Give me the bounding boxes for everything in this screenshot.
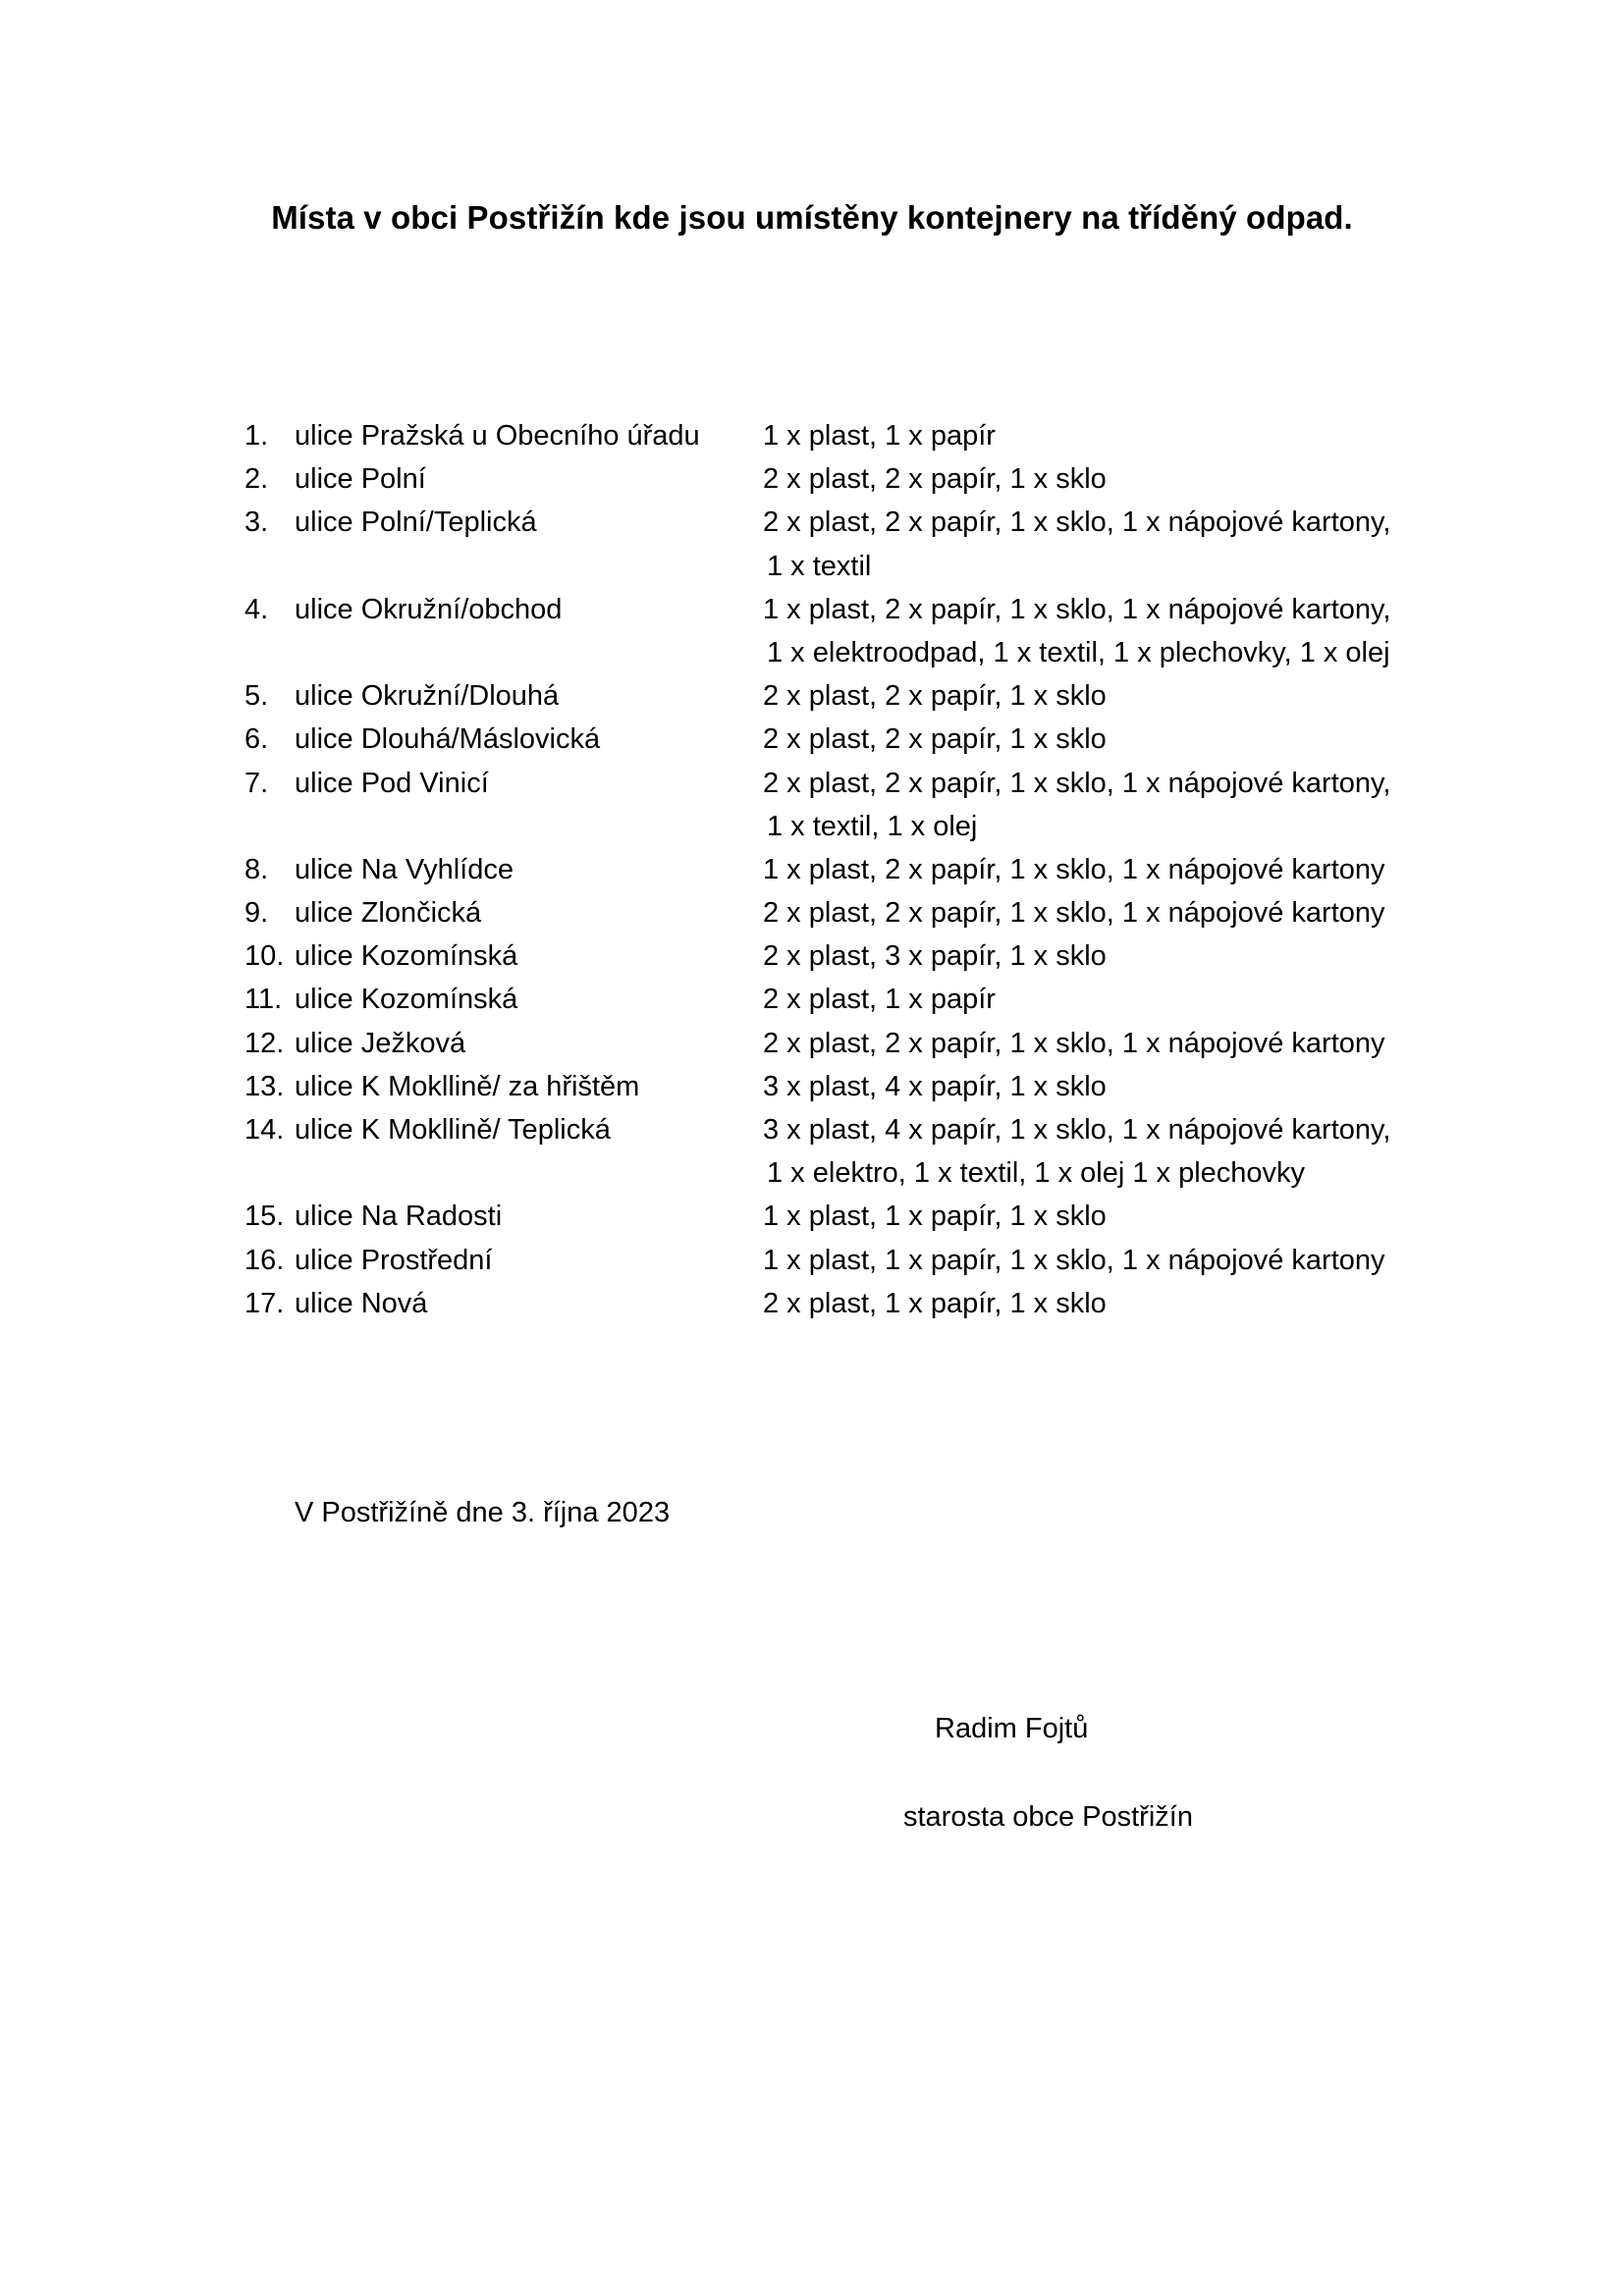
list-item-street: ulice Nová [295,1287,428,1319]
list-item [244,414,1482,457]
list-item-containers [763,1239,1482,1282]
container-line: 1 x plast, 2 x papír, 1 x sklo, 1 x nápojové kartony [763,853,1385,885]
list-item [244,1108,1482,1195]
list-item-number: 10. [244,940,285,973]
list-item-street: ulice Okružní/Dlouhá [295,680,560,713]
list-item-street: ulice Ježková [295,1027,466,1059]
list-item-street: ulice Na Radosti [295,1201,503,1233]
container-line: 2 x plast, 2 x papír, 1 x sklo [763,723,1107,756]
list-item-number: 11. [244,984,283,1016]
list-item-number: 8. [244,853,269,885]
list-item-number: 2. [244,463,269,496]
container-line: 2 x plast, 2 x papír, 1 x sklo, 1 x nápojové kartony, [763,767,1391,799]
container-line: 1 x elektro, 1 x textil, 1 x olej 1 x plechovky [767,1157,1306,1190]
container-line: 2 x plast, 1 x papír, 1 x sklo [763,1287,1107,1319]
list-item [244,762,1482,848]
date-line: V Postřižíně dne 3. října 2023 [295,1497,671,1528]
list-item [244,978,1482,1021]
list-item-number: 15. [244,1201,285,1233]
list-item [244,1022,1482,1065]
list-item-number: 4. [244,593,269,625]
list-item-containers [763,501,1482,587]
container-line: 2 x plast, 2 x papír, 1 x sklo [763,680,1107,713]
list-item-street: ulice Prostřední [295,1244,493,1276]
list-item-number: 3. [244,507,269,539]
container-line: 1 x plast, 2 x papír, 1 x sklo, 1 x nápojové kartony, [763,593,1391,625]
list-item [244,934,1482,978]
list-item-street: ulice Polní [295,463,426,496]
list-item [244,1282,1482,1325]
list-item-containers [763,762,1482,848]
list-item-street: ulice K Mokllině/ za hřištěm [295,1070,640,1102]
list-item-street: ulice Kozomínská [295,940,518,973]
list-item-containers [763,978,1482,1021]
list-item-containers [763,718,1482,761]
list-item-containers [763,457,1482,501]
list-item-number: 12. [244,1027,285,1059]
list-item [244,501,1482,587]
list-item-containers [763,1195,1482,1238]
list-item [244,1065,1482,1108]
list-item-street: ulice Dlouhá/Máslovická [295,723,601,756]
list-item-street: ulice K Mokllině/ Teplická [295,1114,611,1146]
list-item-number: 7. [244,767,269,799]
list-item-number: 14. [244,1114,285,1146]
container-line: 2 x plast, 2 x papír, 1 x sklo, 1 x nápojové kartony, [763,507,1391,539]
list-item-containers [763,1022,1482,1065]
list-item [244,588,1482,674]
list-item-containers [763,674,1482,718]
list-item-number: 1. [244,420,269,452]
list-item [244,848,1482,891]
list-item [244,891,1482,934]
list-item-containers [763,588,1482,674]
list-item-street: ulice Polní/Teplická [295,507,537,539]
list-item-number: 6. [244,723,269,756]
document-title: Místa v obci Postřižín kde jsou umístěny kontejnery na tříděný odpad. [271,199,1353,236]
list-item-street: ulice Pod Vinicí [295,767,489,799]
list-item-containers [763,1108,1482,1195]
container-line: 2 x plast, 1 x papír [763,984,996,1016]
list-item-street: ulice Na Vyhlídce [295,853,514,885]
list-item-number: 9. [244,897,269,930]
list-item [244,1195,1482,1238]
container-line: 2 x plast, 2 x papír, 1 x sklo [763,463,1107,496]
list-item-number: 13. [244,1070,285,1102]
list-item-containers [763,848,1482,891]
container-line: 2 x plast, 3 x papír, 1 x sklo [763,940,1107,973]
list-item [244,674,1482,718]
container-line: 2 x plast, 2 x papír, 1 x sklo, 1 x nápojové kartony [763,897,1385,930]
list-item [244,457,1482,501]
container-line: 2 x plast, 2 x papír, 1 x sklo, 1 x nápojové kartony [763,1027,1385,1059]
list-item [244,718,1482,761]
list-item-number: 5. [244,680,269,713]
container-line: 3 x plast, 4 x papír, 1 x sklo, 1 x nápojové kartony, [763,1114,1391,1146]
location-list [244,414,1482,1325]
list-item-street: ulice Okružní/obchod [295,593,563,625]
list-item-containers [763,1282,1482,1325]
container-line: 1 x plast, 1 x papír, 1 x sklo [763,1201,1107,1233]
list-item-number: 16. [244,1244,285,1276]
container-line: 1 x plast, 1 x papír, 1 x sklo, 1 x nápojové kartony [763,1244,1385,1276]
container-line: 1 x elektroodpad, 1 x textil, 1 x plechovky, 1 x olej [767,636,1390,668]
list-item-containers [763,414,1482,457]
list-item-street: ulice Pražská u Obecního úřadu [295,420,700,452]
list-item-number: 17. [244,1287,285,1319]
container-line: 1 x textil, 1 x olej [767,810,978,842]
list-item-containers [763,1065,1482,1108]
container-line: 1 x textil [767,550,872,582]
list-item-containers [763,934,1482,978]
list-item [244,1239,1482,1282]
signer-role: starosta obce Postřižín [903,1801,1193,1833]
signer-name: Radim Fojtů [935,1713,1089,1744]
container-line: 3 x plast, 4 x papír, 1 x sklo [763,1070,1107,1102]
list-item-street: ulice Zlončická [295,897,482,930]
list-item-street: ulice Kozomínská [295,984,518,1016]
container-line: 1 x plast, 1 x papír [763,420,996,452]
list-item-containers [763,891,1482,934]
